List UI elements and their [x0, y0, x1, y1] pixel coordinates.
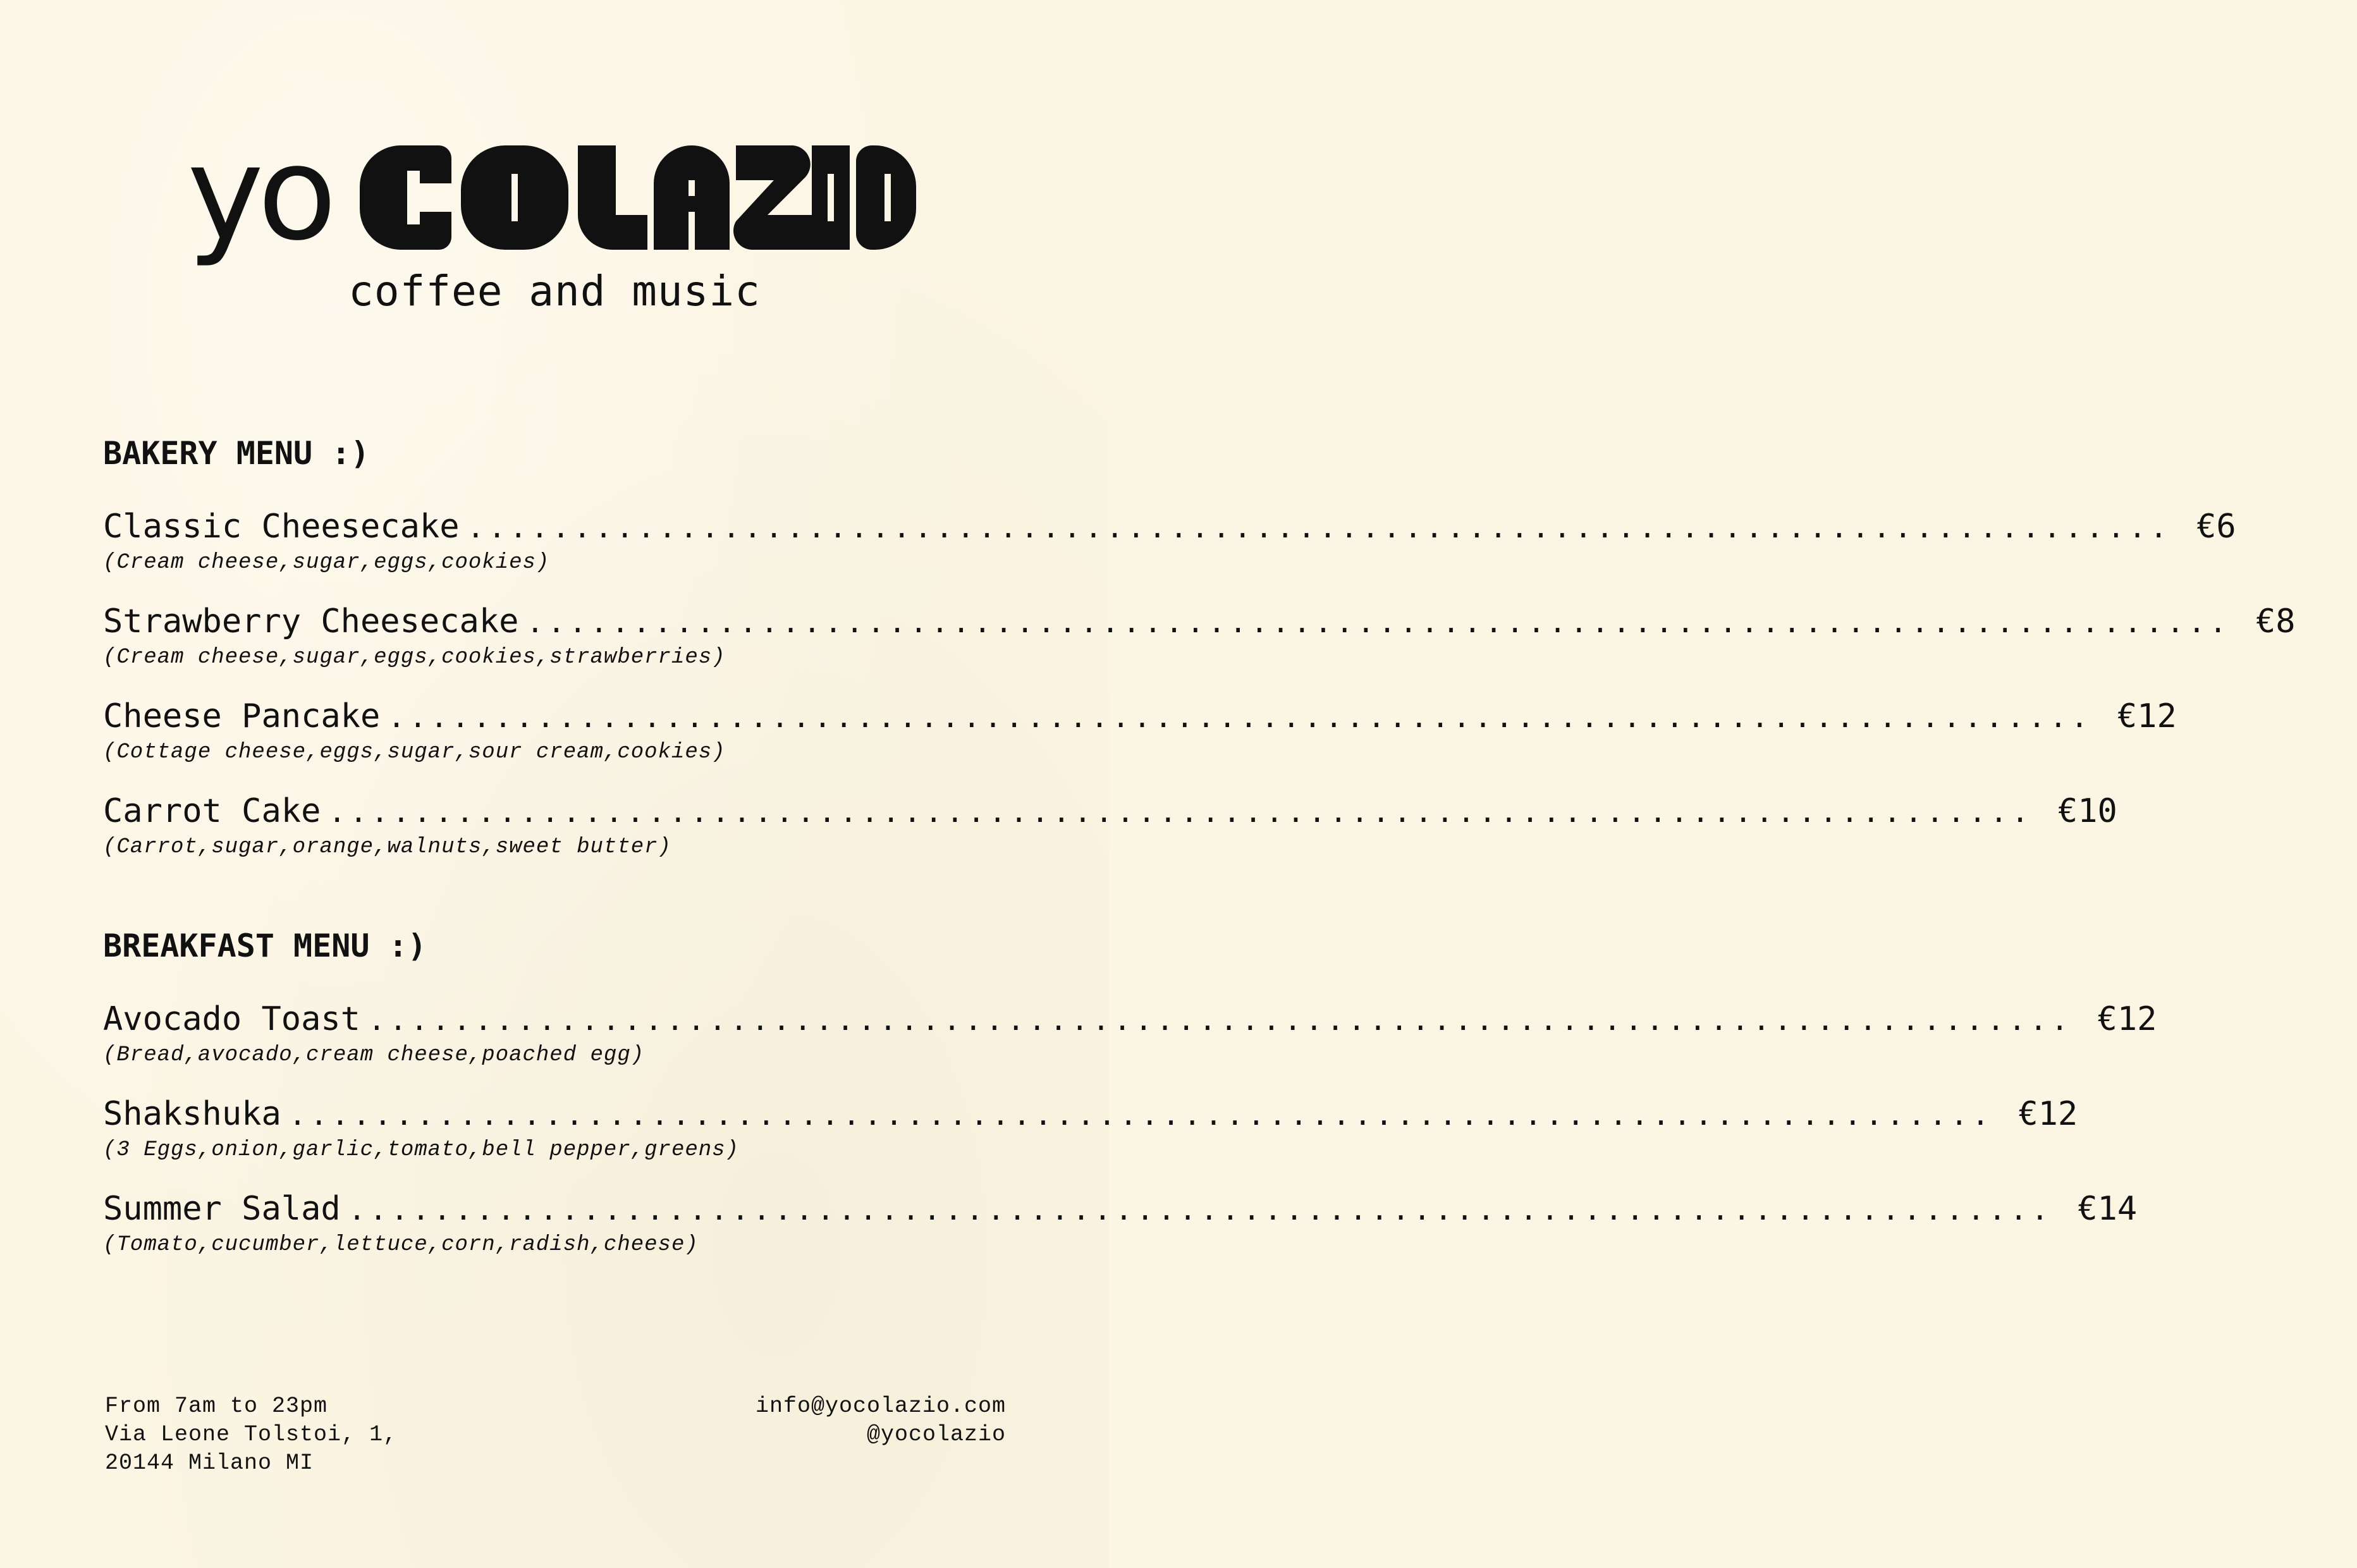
item-price: €10 — [2057, 792, 2117, 830]
dot-leader — [526, 608, 2231, 637]
item-name: Strawberry Cheesecake — [103, 603, 519, 640]
dot-leader — [348, 1195, 2053, 1224]
opening-hours: From 7am to 23pm — [105, 1393, 328, 1419]
item-price: €12 — [2117, 697, 2177, 735]
logo-letter-z — [733, 145, 812, 250]
menu-item — [103, 792, 2117, 859]
logo-letter-i — [812, 145, 850, 250]
bakery-section — [103, 435, 2296, 859]
item-description: (Carrot,sugar,orange,walnuts,sweet butter) — [103, 835, 671, 859]
menu-item — [103, 1000, 2157, 1067]
item-description: (Cottage cheese,eggs,sugar,sour cream,cookies) — [103, 740, 726, 764]
section-title: BAKERY MENU :) — [103, 435, 370, 472]
item-description: (Bread,avocado,cream cheese,poached egg) — [103, 1043, 645, 1067]
item-name: Cheese Pancake — [103, 697, 381, 735]
tagline: coffee and music — [348, 267, 761, 315]
menu-item — [103, 697, 2177, 764]
item-name: Summer Salad — [103, 1190, 341, 1228]
item-name: Classic Cheesecake — [103, 508, 460, 546]
item-price: €12 — [2097, 1000, 2157, 1038]
item-price: €8 — [2256, 603, 2296, 640]
logo-letter-c — [360, 145, 451, 250]
dot-leader — [388, 702, 2092, 732]
menu-item — [103, 508, 2236, 575]
item-description: (Cream cheese,sugar,eggs,cookies) — [103, 551, 550, 575]
dot-leader — [368, 1005, 2072, 1034]
logo-letter-o — [461, 145, 568, 250]
dot-leader — [289, 1100, 1993, 1129]
item-price: €6 — [2196, 508, 2236, 546]
logo-wordmark — [357, 133, 919, 253]
logo-letter-a — [654, 145, 730, 250]
logo-prefix: yo — [187, 119, 331, 269]
item-name: Carrot Cake — [103, 792, 321, 830]
item-name: Shakshuka — [103, 1095, 281, 1133]
item-description: (Cream cheese,sugar,eggs,cookies,strawberries) — [103, 646, 726, 670]
menu-item — [103, 1190, 2138, 1257]
footer-contact — [756, 1392, 1006, 1449]
address-line-1: Via Leone Tolstoi, 1, — [105, 1422, 398, 1447]
logo-letter-l — [578, 145, 647, 250]
item-price: €14 — [2078, 1190, 2138, 1228]
dot-leader — [328, 797, 2033, 826]
item-description: (Tomato,cucumber,lettuce,corn,radish,cheese) — [103, 1233, 699, 1257]
logo-letter-o2 — [856, 145, 916, 250]
contact-email: info@yocolazio.com — [755, 1393, 1006, 1419]
item-description: (3 Eggs,onion,garlic,tomato,bell pepper,greens) — [103, 1138, 739, 1162]
section-title: BREAKFAST MENU :) — [103, 928, 427, 964]
menu-item — [103, 603, 2296, 670]
address-line-2: 20144 Milano MI — [105, 1450, 314, 1476]
social-handle: @yocolazio — [866, 1422, 1006, 1447]
brand-logo — [187, 119, 921, 269]
item-name: Avocado Toast — [103, 1000, 360, 1038]
logo-main-text: COLAZIO — [357, 133, 400, 145]
item-price: €12 — [2018, 1095, 2078, 1133]
breakfast-section — [103, 928, 2157, 1257]
menu-item — [103, 1095, 2078, 1162]
footer-info — [105, 1392, 397, 1478]
dot-leader — [467, 513, 2172, 542]
